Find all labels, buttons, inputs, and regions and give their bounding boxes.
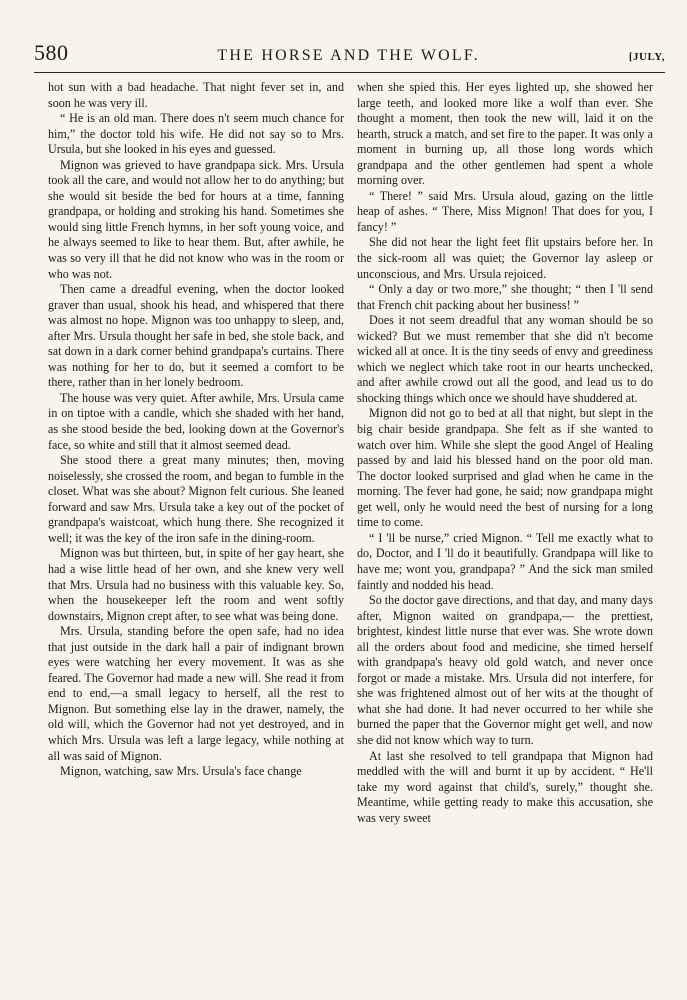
header-rule bbox=[34, 72, 665, 73]
paragraph: Mignon did not go to bed at all that night, but slept in the big chair beside grandpapa. She felt as if she wanted to watch over him. While she slept the good Angel of Healing passed by and laid his blessed hand on the poor old man. The doctor looked surprised and glad when he came in the morning. The fever had gone, he said; now grandpapa might get well, only he would need the best of nursing for a long time to come. bbox=[357, 406, 653, 530]
paragraph: “ There! ” said Mrs. Ursula aloud, gazing on the little heap of ashes. “ There, Miss Mignon! That does for you, I fancy! ” bbox=[357, 188, 653, 234]
running-title: THE HORSE AND THE WOLF. bbox=[217, 47, 480, 64]
paragraph: “ I 'll be nurse,” cried Mignon. “ Tell me exactly what to do, Doctor, and I 'll do it beautifully. Grandpapa will like to have me; wont you, grandpapa? ” And the sick man smiled faintly and nodded his head. bbox=[357, 530, 653, 592]
paragraph: At last she resolved to tell grandpapa that Mignon had meddled with the will and burnt it up by accident. “ He'll take my word against that child's, surely,” thought she. Meantime, while getting ready to make this accusation, she was very sweet bbox=[357, 748, 653, 825]
paragraph: She did not hear the light feet flit upstairs before her. In the sick-room all was quiet; the Governor lay asleep or unconscious, and Mrs. Ursula rejoiced. bbox=[357, 235, 653, 281]
right-column bbox=[357, 80, 653, 826]
paragraph: hot sun with a bad headache. That night fever set in, and soon he was very ill. bbox=[48, 80, 344, 110]
paragraph: She stood there a great many minutes; then, moving noiselessly, she crossed the room, and began to fumble in the closet. What was she about? Mignon felt curious. She leaned forward and saw Mrs. Ursula take a key out of the pocket of grandpapa's waistcoat, which hung there. She recognized it well; it was the key of the iron safe in the dining-room. bbox=[48, 453, 344, 545]
paragraph: Then came a dreadful evening, when the doctor looked graver than usual, shook his head, and whispered that there was almost no hope. Mignon was too unhappy to sleep, and, after Mrs. Ursula thought her safe in bed, she stole back, and sat down in a dark corner behind grandpapa's curtains. There was nothing for her to do, but it seemed a comfort to be there, rather than in her lonely bedroom. bbox=[48, 282, 344, 390]
paragraph: “ He is an old man. There does n't seem much chance for him,” the doctor told his wife. He did not say so to Mrs. Ursula, but she looked in his eyes and guessed. bbox=[48, 111, 344, 157]
page-header bbox=[34, 40, 665, 68]
paragraph: Mignon was grieved to have grandpapa sick. Mrs. Ursula took all the care, and would not allow her to do anything; but she would sit beside the bed for hours at a time, fanning grandpapa, or holding and stroking his hand. Sometimes she would sing little French hymns, in her soft young voice, and he always seemed to like to hear them. But, after awhile, he was so very ill that he did not know who was in the room or who was not. bbox=[48, 157, 344, 281]
paragraph: “ Only a day or two more,” she thought; “ then I 'll send that French chit packing about her business! ” bbox=[357, 282, 653, 312]
paragraph: when she spied this. Her eyes lighted up, she showed her large teeth, and looked more like a wolf than ever. She thought a moment, then took the new will, laid it on the hearth, struck a match, and set fire to the paper. It was only a moment in burning up, all those long words which grandpapa and the other gentlemen had spent a whole morning over. bbox=[357, 80, 653, 188]
paragraph: Mignon, watching, saw Mrs. Ursula's face change bbox=[60, 764, 302, 779]
paragraph: Mignon was but thirteen, but, in spite of her gay heart, she had a wise little head of her own, and she knew very well that Mrs. Ursula had no business with this valuable key. So, when the housekeeper left the room and went softly downstairs, Mignon crept after, to see what was being done. bbox=[48, 546, 344, 623]
paragraph: Does it not seem dreadful that any woman should be so wicked? But we must remember that she did n't become wicked all at once. It is the tiny seeds of envy and greediness which we neglect which take root in our hearts unchecked, and after awhile crowd out all the good, and lead us to do shocking things which once we should have shuddered at. bbox=[357, 313, 653, 405]
paragraph: Mrs. Ursula, standing before the open safe, had no idea that just outside in the dark hall a pair of indignant brown eyes were watching her every movement. It was as she feared. The Governor had made a new will. She read it from end to end,—a small legacy to herself, all the rest to Mignon. But something else lay in the drawer, namely, the old will, which the Governor had not yet destroyed, and in which Mrs. Ursula was left a large legacy, while nothing at all was said of Mignon. bbox=[48, 624, 344, 763]
left-column bbox=[48, 80, 344, 780]
issue-month: [JULY, bbox=[628, 51, 665, 63]
paragraph: The house was very quiet. After awhile, Mrs. Ursula came in on tiptoe with a candle, which she shaded with her hand, as she stood beside the bed, looking down at the Governor's face, so white and still that it almost seemed dead. bbox=[48, 390, 344, 452]
page-number: 580 bbox=[34, 40, 69, 65]
paragraph: So the doctor gave directions, and that day, and many days after, Mignon waited on grandpapa,— the prettiest, brightest, kindest little nurse that ever was. She wrote down all the orders about food and medicine, she timed herself with grandpapa's heavy old gold watch, and never once forgot or made a mistake. Mrs. Ursula did not interfere, for she was frightened almost out of her wits at the thought of what she had done. It had never occurred to her while she burned the paper that the Governor might get well, and now she did not know which way to turn. bbox=[357, 593, 654, 747]
